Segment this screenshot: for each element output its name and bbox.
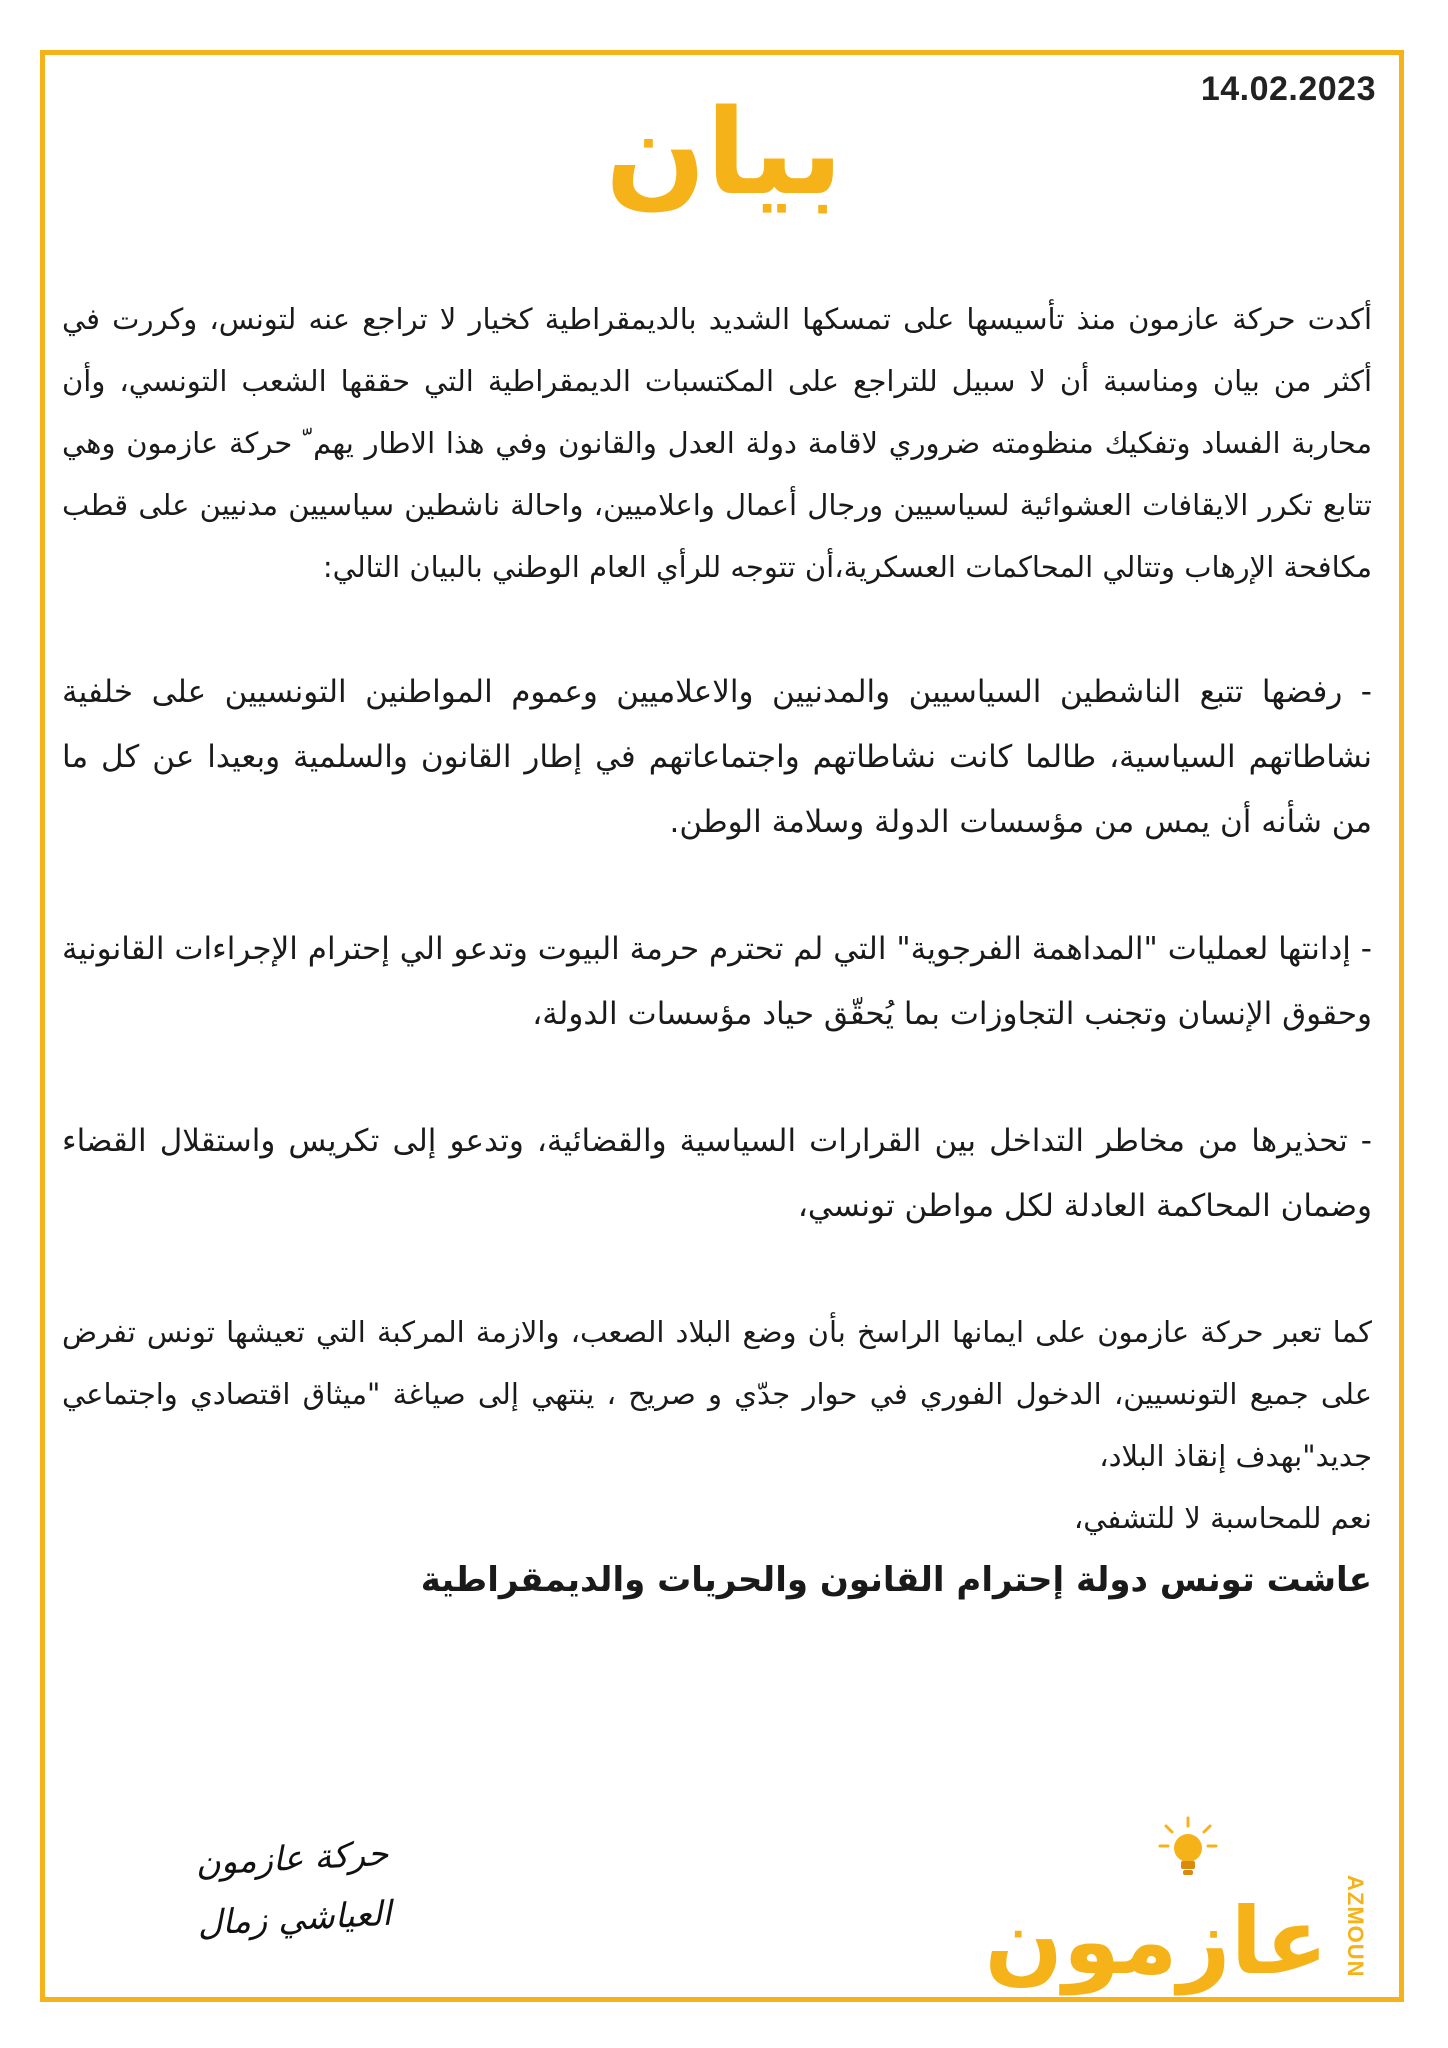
intro-paragraph: أكدت حركة عازمون منذ تأسيسها على تمسكها الشديد بالديمقراطية كخيار لا تراجع عنه لتونس، وكررت في أكثر من بيان ومناسبة أن لا سبيل للتراجع على المكتسبات الديمقراطية التي حققها الشعب التونسي، وأن محاربة الفساد وتفكيك منظومته ضروري لاقامة دولة العدل والقانون وفي هذا الاطار يهم ّ حركة عازمون وهي تتابع تكرر الايقافات العشوائية لسياسيين ورجال أعمال واعلاميين، واحالة ناشطين سياسيين مدنيين على قطب مكافحة الإرهاب وتتالي المحاكمات العسكرية،أن تتوجه للرأي العام الوطني بالبيان التالي: [62,302,1372,584]
azmoun-logo [984,1808,1368,1995]
statement-body [62,288,1372,1611]
closing-paragraph: كما تعبر حركة عازمون على ايمانها الراسخ بأن وضع البلاد الصعب، والازمة المركبة التي تعيشها تونس تفرض على جميع التونسيين، الدخول الفوري في حوار جدّي و صريح ، ينتهي إلى صياغة "ميثاق اقتصادي واجتماعي جديد"بهدف إنقاذ البلاد، [62,1315,1372,1473]
statement-date: 14.02.2023 [1200,70,1376,108]
point-2: - إدانتها لعمليات "المداهمة الفرجوية" التي لم تحترم حرمة البيوت وتدعو الي إحترام الإجراءات القانونية وحقوق الإنسان وتجنب التجاوزات بما يُحقّق حياد مؤسسات الدولة، [62,931,1372,1032]
point-1: - رفضها تتبع الناشطين السياسيين والمدنيين والاعلاميين وعموم المواطنين التونسيين على خلفية نشاطاتهم السياسية، طالما كانت نشاطاتهم واجتماعاتهم في إطار القانون والسلمية وبعيدا عن كل ما من شأنه أن يمس من مؤسسات الدولة وسلامة الوطن. [62,674,1372,840]
statement-title: بيان [605,83,843,221]
closing-line: نعم للمحاسبة لا للتشفي، [1073,1501,1372,1535]
slogan: عاشت تونس دولة إحترام القانون والحريات والديمقراطية [420,1560,1372,1600]
lightbulb-icon [1158,1816,1218,1880]
handwritten-signature [147,1824,393,1956]
logo-arabic-text: عازمون [984,1888,1328,1995]
logo-latin-text: AZMOUN [1343,1875,1368,1978]
point-3: - تحذيرها من مخاطر التداخل بين القرارات السياسية والقضائية، وتدعو إلى تكريس واستقلال القضاء وضمان المحاكمة العادلة لكل مواطن تونسي، [62,1123,1372,1224]
signature-line-1: حركة عازمون [194,1833,390,1884]
signature-line-2: العياشي زمال [196,1893,393,1944]
